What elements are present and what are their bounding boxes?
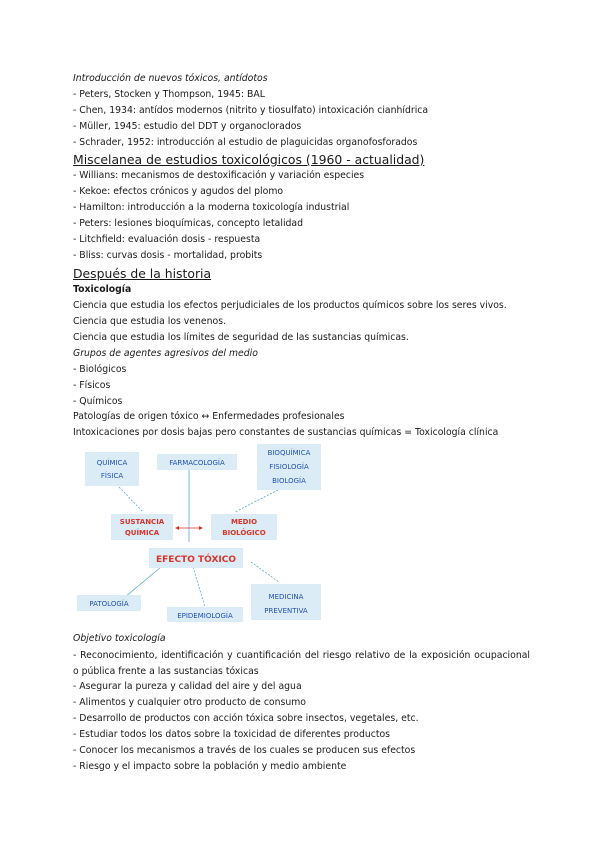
list-item: - Reconocimiento, identificación y cuantificación del riesgo relativo de la exposición ocupacional o pública frente a las sustancias tóxicas (73, 650, 530, 677)
definition: Ciencia que estudia los venenos. (73, 316, 227, 327)
sustancia-label: SUSTANCIA (119, 518, 165, 526)
biologico-label: BIOLÓGICO (222, 529, 266, 537)
quimica-label: QUÍMICA (96, 459, 128, 467)
list-item: - Hamilton: introducción a la moderna toxicología industrial (73, 202, 350, 213)
fisica-label: FÍSICA (100, 472, 124, 480)
arrow-left-icon (175, 526, 179, 530)
list-item: - Bliss: curvas dosis - mortalidad, probits (73, 250, 263, 261)
medio-label: MEDIO (230, 518, 258, 526)
medicina-label: MEDICINA (268, 593, 304, 601)
definition: Ciencia que estudia los límites de seguridad de las sustancias químicas. (73, 332, 409, 343)
list-item: - Chen, 1934: antídos modernos (nitrito y tiosulfato) intoxicación cianhídrica (73, 105, 429, 116)
patologias-line: Patologías de origen tóxico ↔ Enfermedades profesionales (73, 411, 345, 422)
intoxicaciones-line: Intoxicaciones por dosis bajas pero constantes de sustancias químicas = Toxicología clínica (73, 427, 499, 438)
biologia-label: BIOLOGÍA (272, 477, 306, 485)
list-item: - Müller, 1945: estudio del DDT y organoclorados (73, 121, 302, 132)
list-item: - Riesgo y el impacto sobre la población y medio ambiente (73, 761, 347, 772)
list-item: - Desarrollo de productos con acción tóxica sobre insectos, vegetales, etc. (73, 713, 419, 724)
list-item: - Estudiar todos los datos sobre la toxicidad de diferentes productos (73, 729, 391, 740)
list-item: - Schrader, 1952: introducción al estudio de plaguicidas organofosforados (73, 137, 418, 148)
arrow-right-icon (199, 526, 203, 530)
epidemiologia-label: EPIDEMIOLOGÍA (177, 612, 233, 620)
connector-line (193, 567, 205, 607)
patologia-label: PATOLOGÍA (89, 600, 129, 608)
list-item: - Químicos (73, 396, 123, 407)
connector-line (251, 562, 279, 582)
list-item: - Litchfield: evaluación dosis - respuesta (73, 234, 261, 245)
grupos-title: Grupos de agentes agresivos del medio (73, 348, 258, 359)
objetivo-title: Objetivo toxicología (73, 633, 166, 644)
despues-heading: Después de la historia (73, 266, 212, 281)
list-item: - Peters, Stocken y Thompson, 1945: BAL (73, 89, 265, 100)
list-item: - Físicos (73, 380, 111, 391)
definition: Ciencia que estudia los efectos perjudiciales de los productos químicos sobre los seres vivos. (73, 300, 507, 311)
quimica2-label: QUÍMICA (124, 529, 160, 537)
quimica-fisica-box (85, 452, 139, 486)
miscelanea-heading: Miscelanea de estudios toxicológicos (1960 - actualidad) (73, 152, 425, 167)
toxicology-diagram (73, 442, 333, 622)
list-item: - Kekoe: efectos crónicos y agudos del plomo (73, 186, 284, 197)
intro-title: Introducción de nuevos tóxicos, antídotos (73, 73, 268, 84)
fisiologia-label: FISIOLOGÍA (269, 463, 309, 471)
connector-line (119, 487, 143, 512)
farmacologia-label: FARMACOLOGÍA (169, 459, 225, 467)
list-item: - Conocer los mecanismos a través de los cuales se producen sus efectos (73, 745, 416, 756)
bioquimica-label: BIOQUÍMICA (267, 449, 311, 457)
list-item: - Peters: lesiones bioquímicas, concepto letalidad (73, 218, 304, 229)
preventiva-label: PREVENTIVA (264, 607, 308, 615)
list-item: - Alimentos y cualquier otro producto de consumo (73, 697, 306, 708)
toxicologia-subtitle: Toxicología (73, 284, 132, 295)
list-item: - Asegurar la pureza y calidad del aire y del agua (73, 681, 302, 692)
connector-line (235, 490, 278, 512)
list-item: - Willians: mecanismos de destoxificación y variación especies (73, 170, 365, 181)
list-item: - Biológicos (73, 364, 127, 375)
efecto-label: EFECTO TÓXICO (156, 555, 236, 565)
connector-line (125, 567, 161, 597)
